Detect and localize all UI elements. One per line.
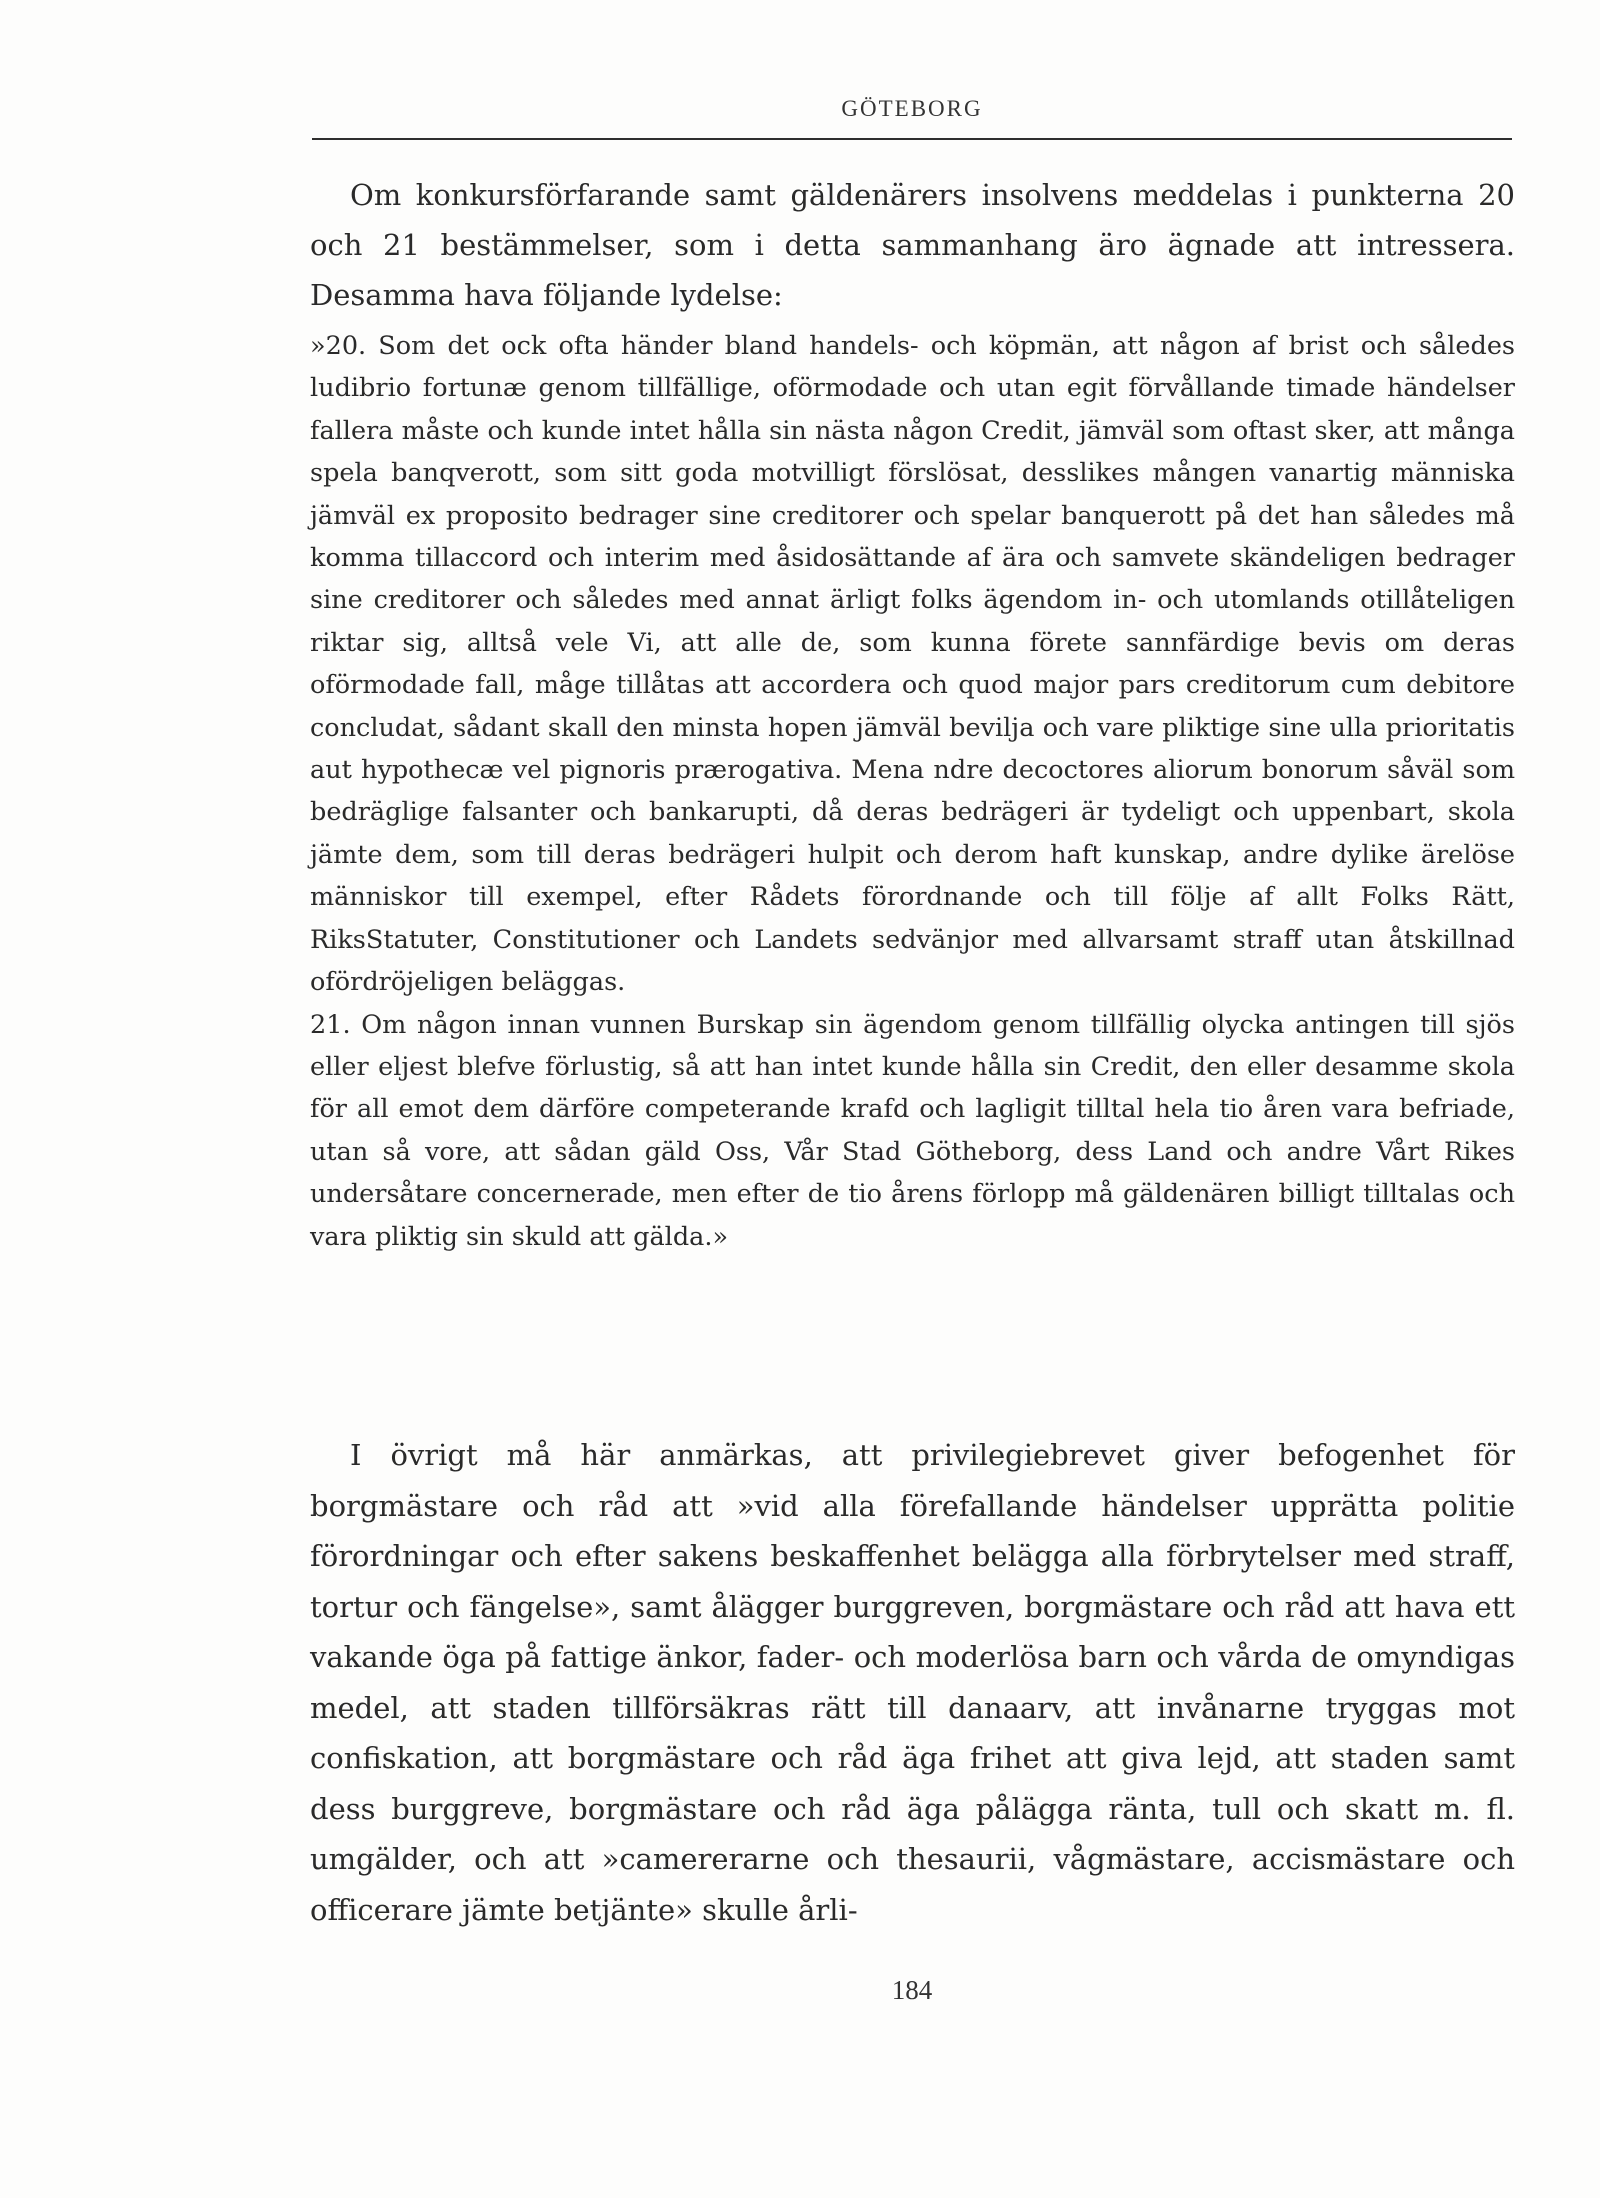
page-number: 184 <box>891 1975 933 2005</box>
intro-paragraph: Om konkursförfarande samt gäldenärers insolvens meddelas i punkterna 20 och 21 bestämmelser, som i detta sammanhang äro ägnade att intressera. Desamma hava följande lydelse: <box>310 178 1515 312</box>
statute-paragraph-20: »20. Som det ock ofta händer bland handels- och köpmän, att någon af brist och således ludibrio fortunæ genom tillfällige, oförmodade och utan egit förvållande timade händelser fallera måste och kunde intet hålla sin nästa någon Credit, jämväl som oftast sker, att många spela banqverott, som sitt goda motvilligt förslösat, desslikes mången vanartig människa jämväl ex proposito bedrager sine creditorer och spelar banquerott på det han således må komma tillaccord och interim med åsidosättande af ära och samvete skändeligen bedrager sine creditorer och således med annat ärligt folks ägendom in- och utomlands otillåteligen riktar sig, alltså vele Vi, att alle de, som kunna förete sannfärdige bevis om deras oförmodade fall, måge tillåtas att accordera och quod major pars creditorum cum debitore concludat, sådant skall den minsta hopen jämväl bevilja och vare pliktige sine ulla prioritatis aut hypothecæ vel pignoris prærogativa. Mena ndre decoctores aliorum bonorum såväl som bedräglige falsanter och bankarupti, då deras bedrägeri är tydeligt och uppenbart, skola jämte dem, som till deras bedrägeri hulpit och derom haft kunskap, andre dylike ärelöse människor till exempel, efter Rådets förordnande och till följe af allt Folks Rätt, RiksStatuter, Constitutioner och Landets sedvänjor med allvarsamt straff utan åtskillnad ofördröjeligen beläggas. <box>310 331 1515 998</box>
closing-paragraph: I övrigt må här anmärkas, att privilegiebrevet giver befogenhet för borgmästare och råd att »vid alla förefallande händelser upprätta politie förordningar och efter sakens beskaffenhet belägga alla förbrytelser med straff, tortur och fängelse», samt ålägger burggreven, borgmästare och råd att hava ett vakande öga på fattige änkor, fader- och moderlösa barn och vårda de omyndigas medel, att staden tillförsäkras rätt till danaarv, att invånarne tryggas mot confiskation, att borgmästare och råd äga frihet att giva lejd, att staden samt dess burggreve, borgmästare och råd äga pålägga ränta, tull och skatt m. fl. umgälder, och att »camererarne och thesaurii, vågmästare, accismästare och officerare jämte betjänte» skulle årli- <box>310 1438 1515 1927</box>
quoted-statute <box>310 325 1515 1258</box>
statute-paragraph-21: 21. Om någon innan vunnen Burskap sin ägendom genom tillfällig olycka antingen till sjös eller eljest blefve förlustig, så att han intet kunde hålla sin Credit, den eller desamme skola för all emot dem därföre competerande krafd och lagligit tilltal hela tio åren vara befriade, utan så vore, att sådan gäld Oss, Vår Stad Götheborg, dess Land och andre Vårt Rikes undersåtare concernerade, men efter de tio årens förlopp må gäldenären billigt tilltalas och vara pliktig sin skuld att gälda.» <box>310 1009 1515 1252</box>
intro-section <box>310 170 1515 320</box>
closing-section <box>310 1430 1515 1935</box>
running-title: GÖTEBORG <box>841 96 983 121</box>
header-rule <box>312 138 1512 140</box>
